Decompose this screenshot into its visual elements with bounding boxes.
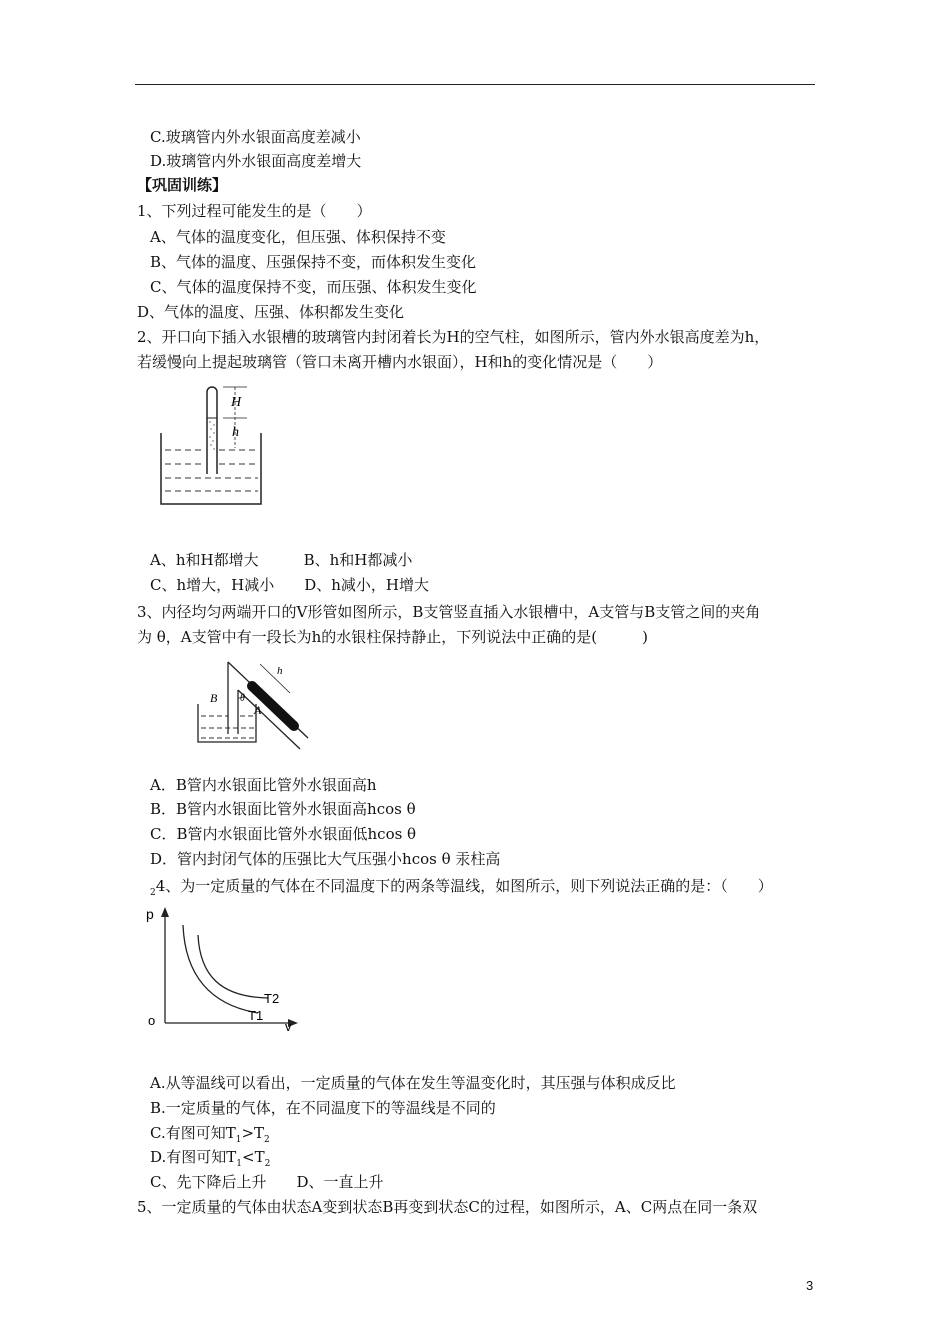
trapped-air-dots (209, 421, 214, 449)
q1-option-d: D、气体的温度、压强、体积都发生变化 (137, 303, 405, 321)
q1-option-a: A、气体的温度变化，但压强、体积保持不变 (150, 228, 446, 246)
header-rule (135, 84, 815, 85)
v-tube-figure (196, 650, 316, 750)
q4-option-a: A.从等温线可以看出，一定质量的气体在发生等温变化时，其压强与体积成反比 (150, 1074, 676, 1092)
label-theta: θ (240, 693, 245, 704)
question-1: 1、下列过程可能发生的是（ ） (137, 202, 372, 220)
section-heading: 【巩固训练】 (137, 176, 228, 194)
label-t2: T2 (264, 991, 280, 1006)
question-3-line2: 为 θ，A支管中有一段长为h的水银柱保持静止，下列说法中正确的是( ) (137, 628, 648, 646)
trough (161, 433, 261, 504)
isotherm-t1 (183, 925, 258, 1013)
label-o: o (148, 1013, 156, 1028)
mercury-dashes (165, 450, 258, 491)
option-d: D.玻璃管内外水银面高度差增大 (150, 152, 362, 170)
label-B: B (210, 691, 218, 705)
q3-option-c: C．B管内水银面比管外水银面低hcos θ (150, 825, 417, 843)
question-4-text: 4、为一定质量的气体在不同温度下的两条等温线，如图所示，则下列说法正确的是：（ ） (155, 877, 773, 895)
option-c: C.玻璃管内外水银面高度差减小 (150, 128, 361, 146)
label-t1: T1 (248, 1008, 264, 1023)
label-v: v (285, 1019, 292, 1034)
q3-option-d: D．管内封闭气体的压强比大气压强小hcos θ 汞柱高 (150, 850, 501, 868)
glass-tube (207, 387, 217, 474)
isotherm-graph (140, 905, 310, 1035)
trough (198, 704, 256, 742)
tube-trough-figure (155, 378, 270, 510)
label-h: h (277, 665, 283, 677)
q2-options-cd: C、h增大，H减小 D、h减小，H增大 (150, 576, 429, 594)
stray-options: C、先下降后上升 D、一直上升 (150, 1173, 384, 1191)
question-4 (150, 876, 773, 903)
question-3-line1: 3、内径均匀两端开口的V形管如图所示，B支管竖直插入水银槽中，A支管与B支管之间的夹角 (137, 603, 761, 621)
q4-option-c: C.有图可知$T_1>T_2$ (150, 1124, 270, 1145)
q1-option-c: C、气体的温度保持不变，而压强、体积发生变化 (150, 278, 477, 296)
isotherm-t2 (198, 935, 268, 998)
stray-subscript: 2 (150, 888, 156, 898)
length-marker (260, 664, 290, 693)
q1-option-b: B、气体的温度、压强保持不变，而体积发生变化 (150, 253, 477, 271)
q4-option-d: D.有图可知$T_1<T_2$ (150, 1148, 271, 1169)
label-p: p (146, 906, 154, 922)
q4-option-b: B.一定质量的气体，在不同温度下的等温线是不同的 (150, 1099, 496, 1117)
label-h: h (232, 425, 239, 440)
page-number: 3 (806, 1278, 814, 1293)
label-A: A (254, 703, 262, 717)
q3-option-b: B．B管内水银面比管外水银面高hcos θ (150, 800, 416, 818)
p-axis-arrow (161, 907, 169, 917)
question-2-line1: 2、开口向下插入水银槽的玻璃管内封闭着长为H的空气柱，如图所示，管内外水银高度差为h， (137, 328, 770, 346)
q3-option-a: A．B管内水银面比管外水银面高h (150, 776, 377, 794)
question-2-line2: 若缓慢向上提起玻璃管（管口未离开槽内水银面），H和h的变化情况是（ ） (137, 353, 663, 371)
label-H: H (231, 395, 242, 410)
question-5: 5、一定质量的气体由状态A变到状态B再变到状态C的过程，如图所示，A、C两点在同一条双 (137, 1198, 758, 1216)
q2-options-ab: A、h和H都增大 B、h和H都减小 (150, 551, 413, 569)
